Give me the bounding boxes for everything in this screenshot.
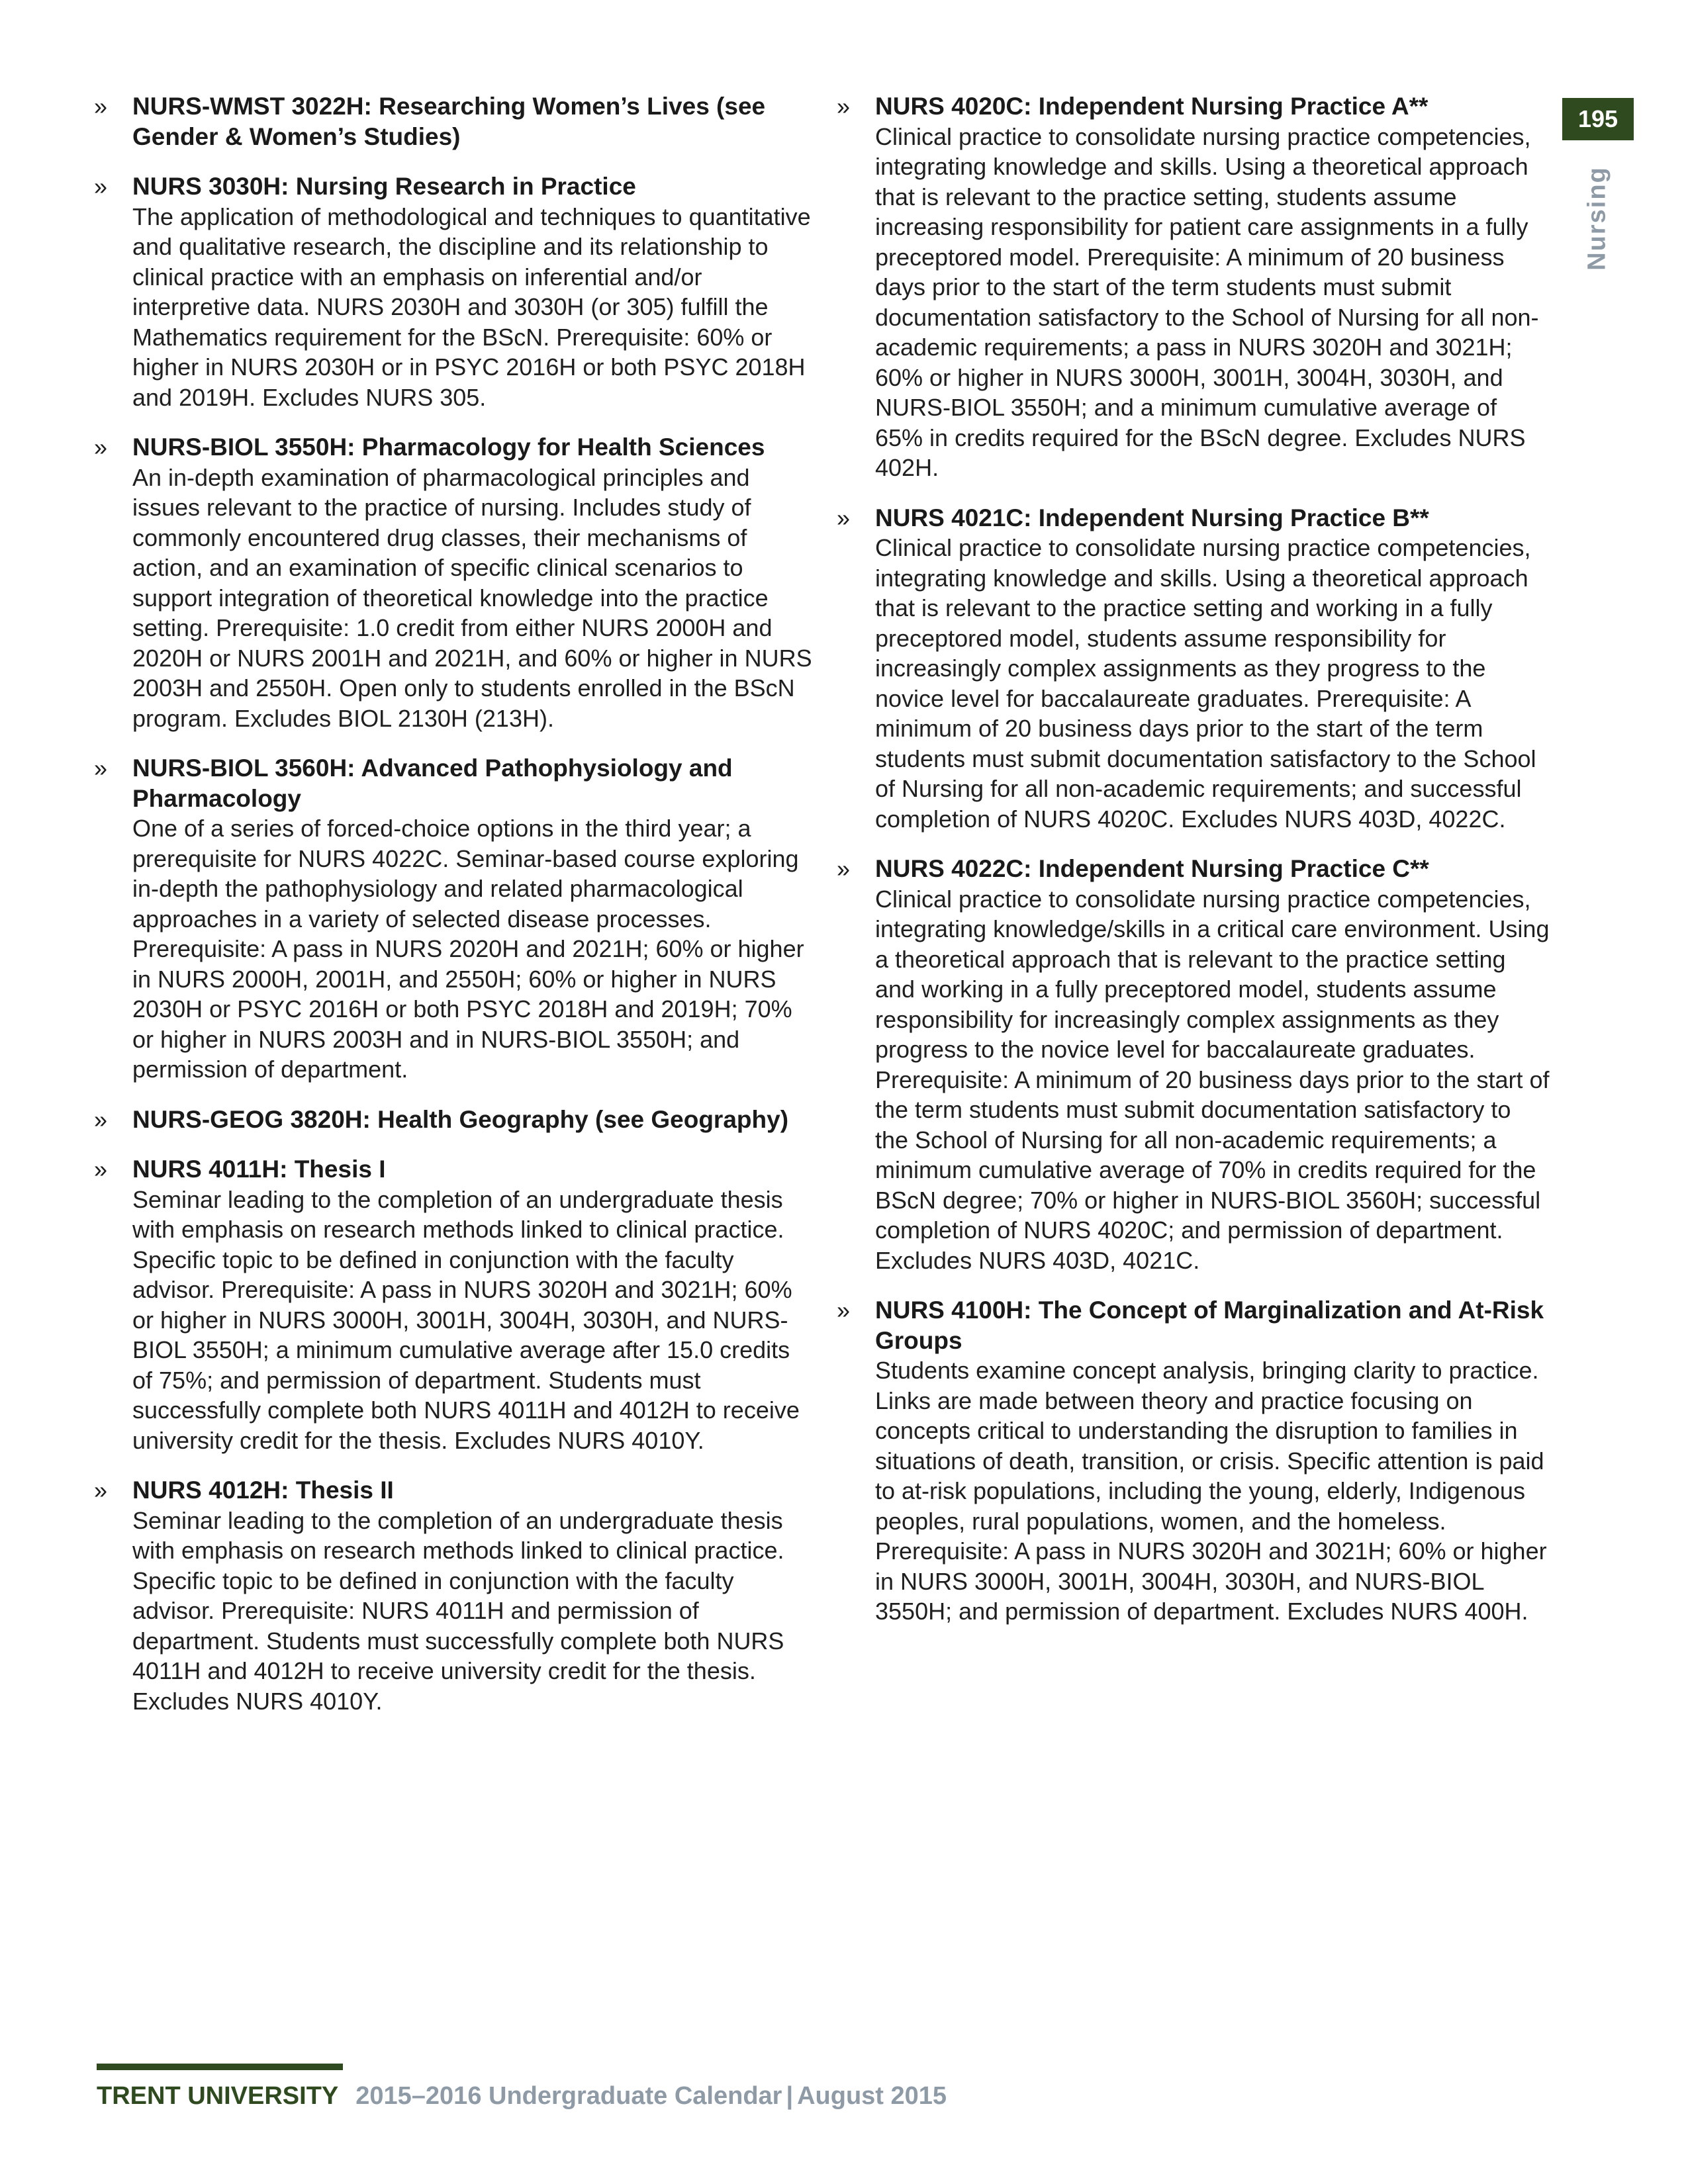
left-column <box>93 91 814 1736</box>
course-description: Clinical practice to consolidate nursing practice competencies, integrating knowledge/skills in a critical care environment. Using a theoretical approach that is relevant to the practice setting and working in a fully preceptored model, students assume responsibility for increasingly complex assignments as they progress to the novice level for baccalaureate graduates. Prerequisite: A minimum of 20 business days prior to the start of the term students must submit documentation satisfactory to the School of Nursing for all non-academic requirements; a minimum cumulative average of 70% in credits required for the BScN degree; 70% or higher in NURS-BIOL 3560H; successful completion of NURS 4020C; and permission of department. Excludes NURS 403D, 4021C. <box>875 885 1550 1274</box>
footer-rule <box>97 2064 343 2070</box>
course-description: An in-depth examination of pharmacological principles and issues relevant to the practice of nursing. Includes study of commonly encountered drug classes, their mechanisms of action, and an examination of specific clinical scenarios to support integration of theoretical knowledge into the practice setting. Prerequisite: 1.0 credit from either NURS 2000H and 2020H or NURS 2001H and 2021H, and 60% or higher in NURS 2003H and 2550H. Open only to students enrolled in the BScN program. Excludes BIOL 2130H (213H). <box>132 463 812 732</box>
course-entry <box>93 753 814 1085</box>
bullet-marker: » <box>94 1156 108 1183</box>
bullet-marker: » <box>837 1297 851 1324</box>
course-title: NURS 4012H: Thesis II <box>132 1477 394 1504</box>
footer-separator: | <box>786 2082 794 2110</box>
course-title: NURS 3030H: Nursing Research in Practice <box>132 173 636 200</box>
course-title: NURS 4020C: Independent Nursing Practice A** <box>875 93 1429 120</box>
section-tab-label: Nursing <box>1583 166 1611 271</box>
course-description: Seminar leading to the completion of an undergraduate thesis with emphasis on research methods linked to clinical practice. Specific topic to be defined in conjunction with the faculty advisor. Prerequisite: NURS 4011H and permission of department. Students must successfully complete both NURS 4011H and 4012H to receive university credit for the thesis. Excludes NURS 4010Y. <box>132 1506 784 1715</box>
course-entry <box>835 503 1550 835</box>
page-number-badge: 195 <box>1562 98 1634 140</box>
course-description: Clinical practice to consolidate nursing practice competencies, integrating knowledge and skills. Using a theoretical approach that is relevant to the practice setting, students assume increasing responsibility for patient care assignments in a fully preceptored model. Prerequisite: A minimum of 20 business days prior to the start of the term students must submit documentation satisfactory to the School of Nursing for all non-academic requirements; a pass in NURS 3020H and 3021H; 60% or higher in NURS 3000H, 3001H, 3004H, 3030H, and NURS-BIOL 3550H; and a minimum cumulative average of 65% in credits required for the BScN degree. Excludes NURS 402H. <box>875 122 1539 481</box>
course-title: NURS 4100H: The Concept of Marginalization and At-Risk Groups <box>875 1297 1544 1354</box>
course-entry <box>835 1295 1550 1627</box>
footer-university: TRENT UNIVERSITY <box>97 2082 339 2110</box>
course-description: The application of methodological and techniques to quantitative and qualitative research, the discipline and its relationship to clinical practice with an emphasis on inferential and/or interpretive data. NURS 2030H and 3030H (or 305) fulfill the Mathematics requirement for the BScN. Prerequisite: 60% or higher in NURS 2030H or in PSYC 2016H or both PSYC 2018H and 2019H. Excludes NURS 305. <box>132 203 811 411</box>
course-title: NURS-WMST 3022H: Researching Women’s Lives (see Gender & Women’s Studies) <box>132 93 766 150</box>
bullet-marker: » <box>837 504 851 531</box>
bullet-marker: » <box>94 1477 108 1504</box>
course-title: NURS-GEOG 3820H: Health Geography (see Geography) <box>132 1105 789 1133</box>
course-title: NURS 4022C: Independent Nursing Practice C** <box>875 855 1429 882</box>
course-description: One of a series of forced-choice options in the third year; a prerequisite for NURS 4022C. Seminar-based course exploring in-depth the pathophysiology and related pharmacological approaches in a variety of selected disease processes. Prerequisite: A pass in NURS 2020H and 2021H; 60% or higher in NURS 2000H, 2001H, and 2550H; 60% or higher in NURS 2030H or PSYC 2016H or both PSYC 2018H and 2019H; 70% or higher in NURS 2003H and in NURS-BIOL 3550H; and permission of department. <box>132 815 804 1083</box>
course-description: Students examine concept analysis, bringing clarity to practice. Links are made between theory and practice focusing on concepts critical to understanding the disruption to families in situations of death, transition, or crisis. Specific attention is paid to at-risk populations, including the young, elderly, Indigenous peoples, rural populations, women, and the homeless. Prerequisite: A pass in NURS 3020H and 3021H; 60% or higher in NURS 3000H, 3001H, 3004H, 3030H, and NURS-BIOL 3550H; and permission of department. Excludes NURS 400H. <box>875 1357 1547 1625</box>
course-entry <box>93 1154 814 1455</box>
course-entry <box>93 432 814 733</box>
course-title: NURS-BIOL 3550H: Pharmacology for Health Sciences <box>132 433 765 461</box>
bullet-marker: » <box>94 433 108 461</box>
course-title: NURS-BIOL 3560H: Advanced Pathophysiology and Pharmacology <box>132 754 733 812</box>
course-entry <box>93 91 814 152</box>
bullet-marker: » <box>837 93 851 120</box>
course-entry <box>93 1475 814 1716</box>
course-entry <box>93 1105 814 1135</box>
bullet-marker: » <box>94 1105 108 1133</box>
bullet-marker: » <box>94 93 108 120</box>
bullet-marker: » <box>837 855 851 882</box>
course-entry <box>93 171 814 412</box>
footer-date: August 2015 <box>797 2082 947 2110</box>
course-description: Seminar leading to the completion of an undergraduate thesis with emphasis on research methods linked to clinical practice. Specific topic to be defined in conjunction with the faculty advisor. Prerequisite: A pass in NURS 3020H and 3021H; 60% or higher in NURS 3000H, 3001H, 3004H, 3030H, and NURS-BIOL 3550H; a minimum cumulative average after 15.0 credits of 75%; and permission of department. Students must successfully complete both NURS 4011H and 4012H to receive university credit for the thesis. Excludes NURS 4010Y. <box>132 1185 800 1454</box>
bullet-marker: » <box>94 173 108 200</box>
right-column <box>835 91 1550 1647</box>
footer <box>97 2079 947 2113</box>
course-title: NURS 4021C: Independent Nursing Practice B** <box>875 504 1429 531</box>
course-entry <box>835 91 1550 483</box>
bullet-marker: » <box>94 754 108 782</box>
course-description: Clinical practice to consolidate nursing practice competencies, integrating knowledge and skills. Using a theoretical approach that is relevant to the practice setting and working in a fully preceptored model, students assume responsibility for increasingly complex assignments as they progress to the novice level for baccalaureate graduates. Prerequisite: A minimum of 20 business days prior to the start of the term students must submit documentation satisfactory to the School of Nursing for all non-academic requirements; and successful completion of NURS 4020C. Excludes NURS 403D, 4022C. <box>875 534 1536 833</box>
course-entry <box>835 854 1550 1275</box>
course-title: NURS 4011H: Thesis I <box>132 1156 386 1183</box>
footer-calendar: 2015–2016 Undergraduate Calendar <box>355 2082 782 2110</box>
